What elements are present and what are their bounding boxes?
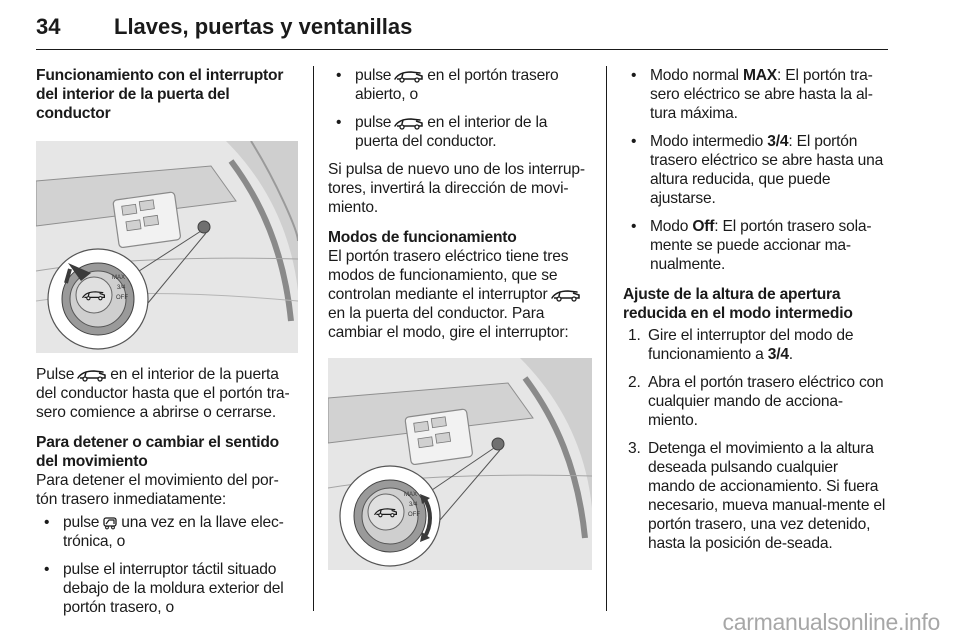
tailgate-icon (394, 116, 424, 130)
bullet-icon: • (631, 133, 637, 150)
page-number: 34 (36, 14, 61, 39)
section-heading: Ajuste de la altura de apertura reducida en el modo intermedio (623, 286, 853, 322)
svg-text:3/4: 3/4 (409, 502, 418, 508)
watermark: carmanualsonline.info (722, 609, 940, 635)
bullet-icon: • (336, 67, 342, 84)
list-item: • Modo normal MAX: El portón tra-sero eléctrico se abre hasta la al-tura máxima. (631, 67, 873, 122)
list-item: 1. Gire el interruptor del modo de funcionamiento a 3/4. (628, 327, 854, 363)
column-3 (623, 66, 888, 562)
list-item: • pulse en el interior de la puerta del conductor. (336, 114, 548, 150)
svg-text:OFF: OFF (116, 295, 128, 301)
page-header (36, 10, 888, 50)
section-heading: Modos de funcionamiento (328, 229, 517, 246)
paragraph: Para detener el movimiento del por-tón trasero inmediatamente: (36, 472, 279, 508)
bullet-icon: • (44, 561, 50, 578)
door-switch-illustration (36, 141, 298, 353)
list-item: 3. Detenga el movimiento a la altura deseada pulsando cualquier mando de accionamiento. Si fuera necesario, mueva manual-mente el portón trasero, una vez detenido, hasta la posición de-seada. (628, 440, 886, 552)
column-divider (606, 66, 607, 611)
bullet-icon: • (44, 514, 50, 531)
list-item: • pulse el interruptor táctil situado debajo de la moldura exterior del portón trasero, o (44, 561, 284, 616)
column-2 (328, 66, 592, 570)
svg-text:3/4: 3/4 (117, 285, 126, 291)
list-item: • Modo Off: El portón trasero sola-mente se puede accionar ma-nualmente. (631, 218, 872, 273)
tailgate-icon (77, 368, 107, 382)
bullet-list (36, 513, 298, 617)
bullet-icon: • (631, 218, 637, 235)
column-1 (36, 66, 298, 626)
section-heading: Funcionamiento con el interruptor del interior de la puerta del conductor (36, 67, 284, 122)
paragraph: Si pulsa de nuevo uno de los interrup-tores, invertirá la dirección de movi-miento. (328, 161, 585, 216)
steps-list (623, 326, 888, 553)
list-item: • Modo intermedio 3/4: El portón trasero eléctrico se abre hasta una altura reducida, que puede ajustarse. (631, 133, 884, 207)
chapter-title: Llaves, puertas y ventanillas (114, 14, 413, 39)
bullet-list (328, 66, 592, 151)
paragraph: Pulse en el interior de la puerta del conductor hasta que el portón tra-sero comience a abrirse o cerrarse. (36, 366, 290, 421)
list-item: • pulse en el portón trasero abierto, o (336, 67, 559, 103)
mode-list (623, 66, 888, 274)
remote-key-tailgate-icon (102, 516, 118, 530)
list-item: • pulse una vez en la llave elec-trónica, o (44, 514, 284, 550)
column-divider (313, 66, 314, 611)
bullet-icon: • (631, 67, 637, 84)
svg-text:OFF: OFF (408, 512, 420, 518)
list-item: 2. Abra el portón trasero eléctrico con cualquier mando de acciona-miento. (628, 374, 884, 429)
svg-text:MAX: MAX (404, 492, 418, 498)
section-heading: Para detener o cambiar el sentido del movimiento (36, 434, 279, 470)
switch-mode-illustration (328, 358, 592, 570)
svg-text:MAX: MAX (112, 275, 126, 281)
tailgate-icon (551, 288, 581, 302)
paragraph: El portón trasero eléctrico tiene tres modos de funcionamiento, que se controlan mediante el interruptoren la puerta del conductor. Para cambiar el modo, gire el interruptor: (328, 247, 592, 342)
bullet-icon: • (336, 114, 342, 131)
tailgate-icon (394, 69, 424, 83)
